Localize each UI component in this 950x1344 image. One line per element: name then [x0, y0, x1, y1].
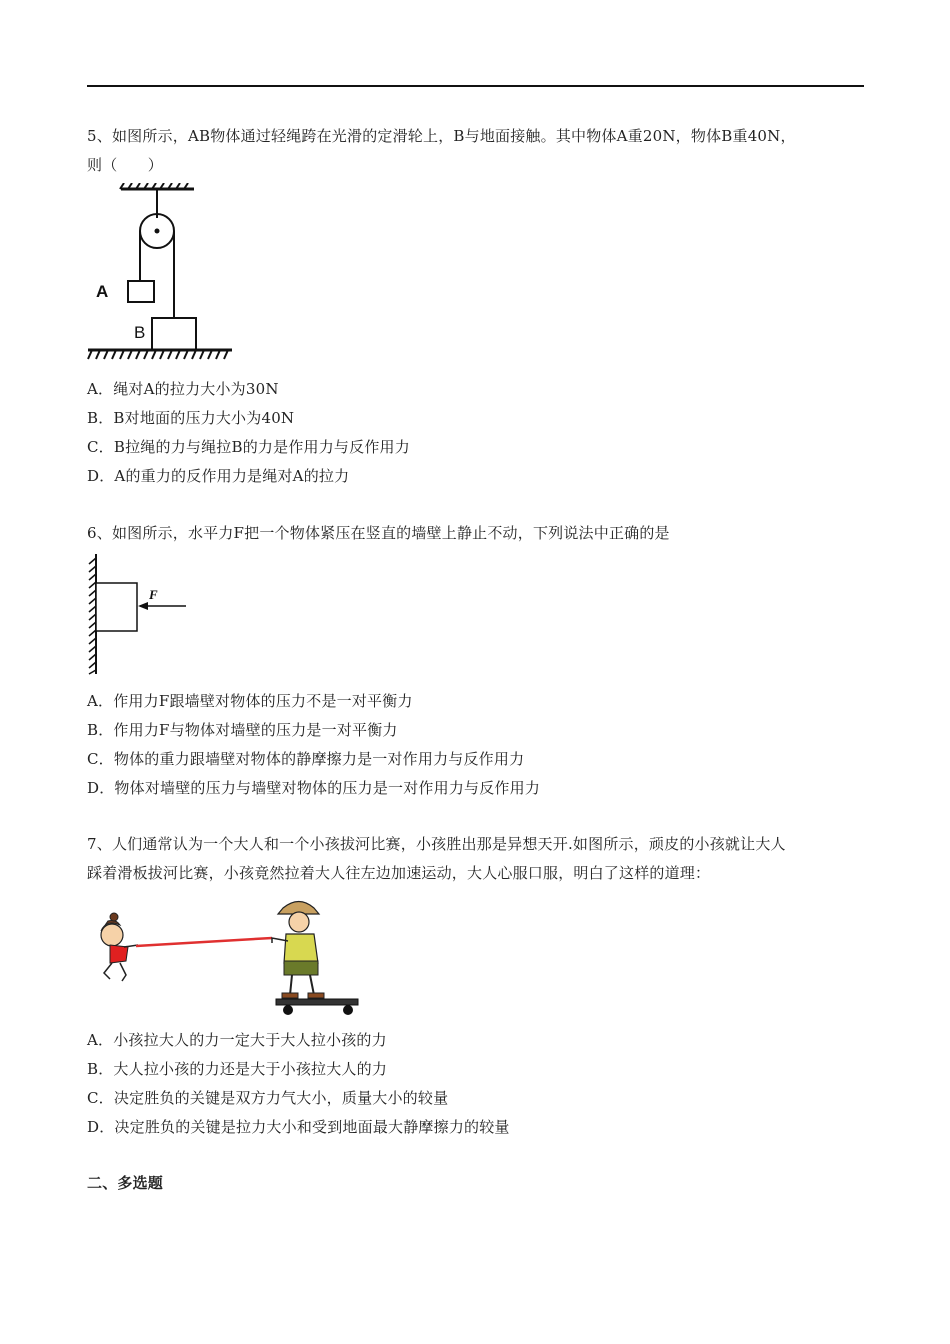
child-illustration	[101, 913, 138, 981]
q6-option-a: A．作用力F跟墙壁对物体的压力不是一对平衡力	[87, 692, 413, 710]
label-f: F	[149, 587, 158, 602]
q7-option-d: D．决定胜负的关键是拉力大小和受到地面最大静摩擦力的较量	[87, 1118, 510, 1136]
q5-option-c: C．B拉绳的力与绳拉B的力是作用力与反作用力	[87, 438, 410, 456]
q6-stem: 6、如图所示，水平力F把一个物体紧压在竖直的墙壁上静止不动，下列说法中正确的是	[87, 524, 670, 542]
q7-tug-of-war-figure	[86, 893, 376, 1018]
q5-pulley-figure	[86, 183, 236, 363]
q6-wall-figure	[86, 552, 196, 677]
adult-illustration	[272, 902, 324, 999]
q5-option-a: A．绳对A的拉力大小为30N	[87, 380, 279, 398]
q6-option-d: D．物体对墙壁的压力与墙壁对物体的压力是一对作用力与反作用力	[87, 779, 541, 797]
q7-option-b: B．大人拉小孩的力还是大于小孩拉大人的力	[87, 1060, 388, 1078]
pressed-block	[96, 583, 137, 631]
rope	[136, 938, 272, 946]
skateboard	[276, 999, 358, 1005]
q5-option-b: B．B对地面的压力大小为40N	[87, 409, 295, 427]
q6-option-c: C．物体的重力跟墙壁对物体的静摩擦力是一对作用力与反作用力	[87, 750, 525, 768]
header-rule	[87, 85, 864, 87]
section2-title: 二、多选题	[87, 1174, 164, 1192]
q7-option-c: C．决定胜负的关键是双方力气大小，质量大小的较量	[87, 1089, 449, 1107]
q5-option-d: D．A的重力的反作用力是绳对A的拉力	[87, 467, 350, 485]
q7-stem-line1: 7、人们通常认为一个大人和一个小孩拔河比赛，小孩胜出那是异想天开.如图所示，顽皮的小孩就让大人	[87, 835, 786, 853]
q6-option-b: B．作用力F与物体对墙壁的压力是一对平衡力	[87, 721, 398, 739]
block-b	[152, 318, 196, 350]
block-a	[128, 281, 154, 302]
force-arrowhead	[138, 602, 148, 610]
q7-option-a: A．小孩拉大人的力一定大于大人拉小孩的力	[87, 1031, 387, 1049]
q5-stem-line2: 则（ ）	[87, 156, 164, 174]
q7-stem-line2: 踩着滑板拔河比赛，小孩竟然拉着大人往左边加速运动，大人心服口服，明白了这样的道理：	[87, 864, 711, 882]
label-a: A	[96, 282, 109, 301]
label-b: B	[134, 323, 146, 342]
q5-stem-line1: 5、如图所示，AB物体通过轻绳跨在光滑的定滑轮上，B与地面接触。其中物体A重20N，物体B重40N，	[87, 127, 796, 145]
